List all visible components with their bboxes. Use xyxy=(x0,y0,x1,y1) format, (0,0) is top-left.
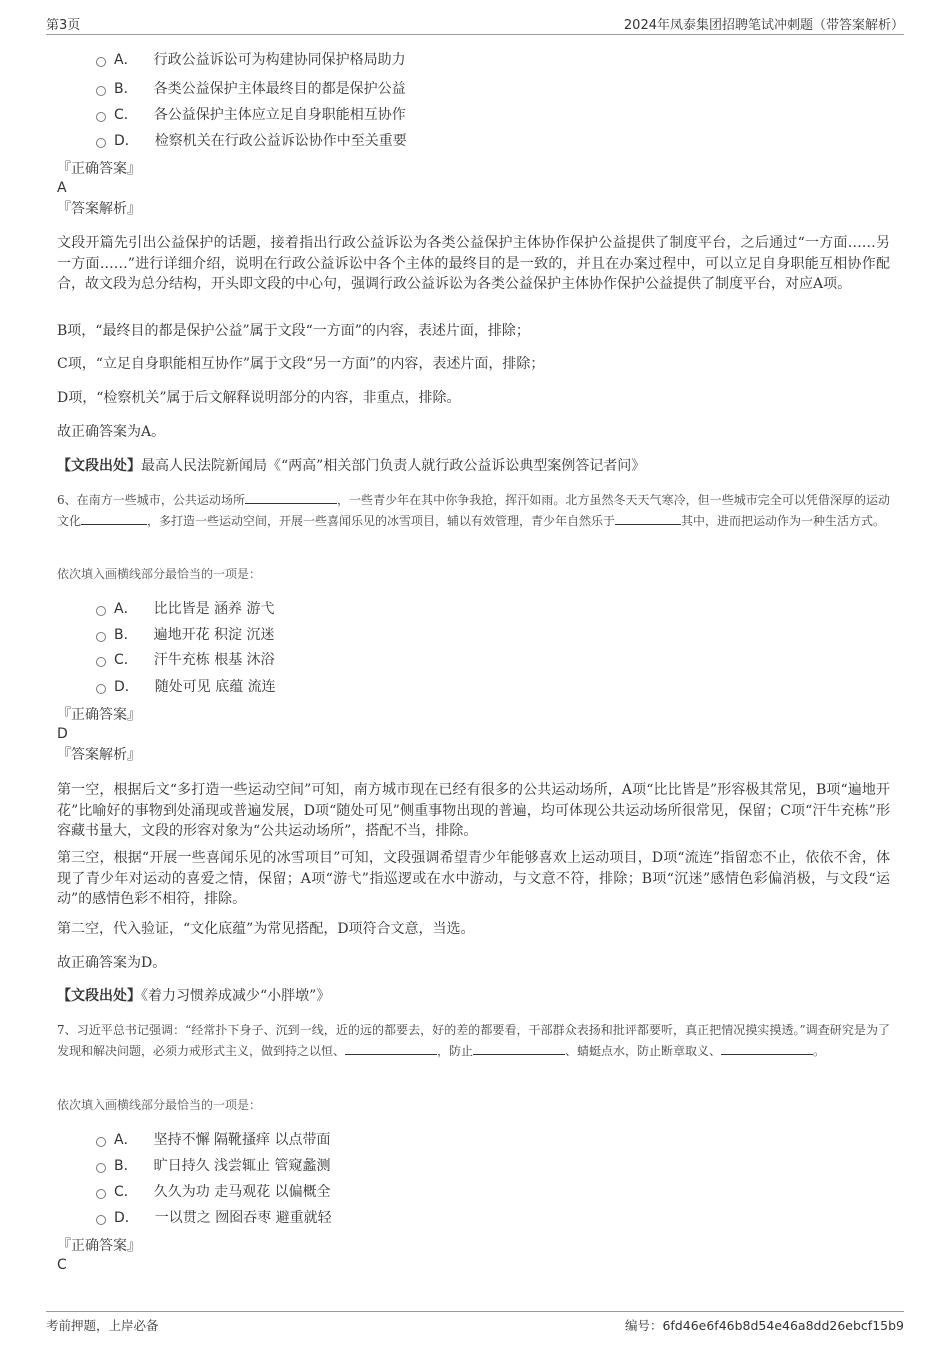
q7-option-a[interactable]: A． 坚持不懈 隔靴搔痒 以点带面 xyxy=(96,1129,330,1151)
fill-blank xyxy=(245,491,337,504)
fill-blank xyxy=(615,512,681,525)
q6-analysis-paragraph: 第一空，根据后文“多打造一些运动空间”可知，南方城市现在已经有很多的公共运动场所，A项“比比皆是”形容极其常见，B项“遍地开花”比喻好的事物到处涌现或普遍发展，D项“随处可见”侧重事物出现的普遍，均可体现公共运动场所很常见，保留；C项“汗牛充栋”形容藏书量大，文段的形容对象为“公共运动场所”，搭配不当，排除。 xyxy=(57,782,890,839)
radio-icon[interactable] xyxy=(96,86,106,96)
q6-source xyxy=(57,986,890,1007)
radio-icon[interactable] xyxy=(96,657,106,667)
q6-option-c[interactable]: C． 汗牛充栋 根基 沐浴 xyxy=(96,649,275,671)
q7-instruction: 依次填入画横线部分最恰当的一项是： xyxy=(57,1098,262,1112)
page-header xyxy=(46,12,904,35)
q5-analysis-paragraph: D项，“检察机关”属于后文解释说明部分的内容，非重点，排除。 xyxy=(57,390,461,406)
source-label: 【文段出处】 xyxy=(57,988,141,1004)
q6-answer-label: 『正确答案』 xyxy=(57,707,141,723)
q6-answer: D xyxy=(57,726,68,742)
footer-slogan: 考前押题，上岸必备 xyxy=(46,1318,159,1333)
q5-analysis-paragraph: 故正确答案为A。 xyxy=(57,424,166,440)
radio-icon[interactable] xyxy=(96,1215,106,1225)
radio-icon[interactable] xyxy=(96,1137,106,1147)
q7-answer: C xyxy=(57,1257,67,1273)
q6-analysis-paragraph: 第二空，代入验证，“文化底蕴”为常见搭配，D项符合文意，当选。 xyxy=(57,921,475,937)
source-label: 【文段出处】 xyxy=(57,458,141,474)
q5-analysis-label: 『答案解析』 xyxy=(57,201,141,217)
fill-blank xyxy=(473,1042,565,1055)
source-text: 《着力习惯养成减少“小胖墩”》 xyxy=(141,988,331,1004)
radio-icon[interactable] xyxy=(96,1163,106,1173)
q6-stem: 6、在南方一些城市，公共运动场所 ，一些青少年在其中你争我抢，挥汗如雨。北方虽然冬天天气寒冷，但一些城市完全可以凭借深厚的运动文化 ，多打造一些运动空间，开展一些喜闻乐见的冰雪项目，辅以有效管理，青少年自然乐于 其中，进而把运动作为一种生活方式。 xyxy=(57,493,890,528)
q5-source xyxy=(57,456,890,477)
q5-answer: A xyxy=(57,180,67,196)
fill-blank xyxy=(81,512,147,525)
radio-icon[interactable] xyxy=(96,138,106,148)
q5-analysis-paragraph: B项，“最终目的都是保护公益”属于文段“一方面”的内容，表述片面，排除； xyxy=(57,323,530,339)
page-number: 第3页 xyxy=(46,18,81,33)
q6-option-b[interactable]: B． 遍地开花 积淀 沉迷 xyxy=(96,624,275,646)
q7-answer-label: 『正确答案』 xyxy=(57,1238,141,1254)
q5-answer-label: 『正确答案』 xyxy=(57,161,141,177)
fill-blank xyxy=(721,1042,813,1055)
q5-analysis-paragraph: C项，“立足自身职能相互协作”属于文段“另一方面”的内容，表述片面，排除； xyxy=(57,356,545,372)
q6-option-a[interactable]: A． 比比皆是 涵养 游弋 xyxy=(96,598,274,620)
radio-icon[interactable] xyxy=(96,684,106,694)
q7-option-b[interactable]: B． 旷日持久 浅尝辄止 管窥蠡测 xyxy=(96,1155,331,1177)
document-id: 编号：6fd46e6f46b8d54e46a8dd26ebcf15b9 xyxy=(624,1318,904,1333)
radio-icon[interactable] xyxy=(96,57,106,67)
q6-instruction: 依次填入画横线部分最恰当的一项是： xyxy=(57,567,262,581)
q6-analysis-paragraph: 第三空，根据“开展一些喜闻乐见的冰雪项目”可知，文段强调希望青少年能够喜欢上运动项目，D项“流连”指留恋不止，依依不舍，体现了青少年对运动的喜爱之情，保留；A项“游弋”指巡逻或在水中游动，与文意不符，排除；B项“沉迷”感情色彩偏消极，与文段“运动”的感情色彩不相符，排除。 xyxy=(57,850,890,907)
radio-icon[interactable] xyxy=(96,606,106,616)
radio-icon[interactable] xyxy=(96,112,106,122)
q5-analysis-paragraph: 文段开篇先引出公益保护的话题，接着指出行政公益诉讼为各类公益保护主体协作保护公益提供了制度平台，之后通过“一方面……另一方面……”进行详细介绍，说明在行政公益诉讼中各个主体的最终目的是一致的，并且在办案过程中，可以立足自身职能互相协作配合，故文段为总分结构，开头即文段的中心句，强调行政公益诉讼为各类公益保护主体协作保护公益提供了制度平台，对应A项。 xyxy=(57,235,890,292)
q5-option-b[interactable]: B． 各类公益保护主体最终目的都是保护公益 xyxy=(96,78,406,100)
q5-option-a[interactable]: A． 行政公益诉讼可为构建协同保护格局助力 xyxy=(96,49,406,71)
page-footer xyxy=(46,1311,904,1338)
q5-option-d[interactable]: D． 检察机关在行政公益诉讼协作中至关重要 xyxy=(96,130,407,152)
q6-analysis-label: 『答案解析』 xyxy=(57,747,141,763)
fill-blank xyxy=(345,1042,437,1055)
document-title: 2024年凤泰集团招聘笔试冲刺题（带答案解析） xyxy=(623,18,904,33)
q7-option-c[interactable]: C． 久久为功 走马观花 以偏概全 xyxy=(96,1181,331,1203)
q7-option-d[interactable]: D． 一以贯之 囫囵吞枣 避重就轻 xyxy=(96,1207,332,1229)
q6-option-d[interactable]: D． 随处可见 底蕴 流连 xyxy=(96,676,276,698)
radio-icon[interactable] xyxy=(96,632,106,642)
source-text: 最高人民法院新闻局《“两高”相关部门负责人就行政公益诉讼典型案例答记者问》 xyxy=(141,458,646,474)
radio-icon[interactable] xyxy=(96,1189,106,1199)
q6-analysis-paragraph: 故正确答案为D。 xyxy=(57,955,167,971)
q7-stem: 7、习近平总书记强调：“经常扑下身子、沉到一线，近的远的都要去，好的差的都要看，干部群众表扬和批评都要听，真正把情况摸实摸透。”调查研究是为了发现和解决问题，必须力戒形式主义，做到持之以恒、 ，防止 、蜻蜓点水，防止断章取义、 。 xyxy=(57,1023,890,1058)
q5-option-c[interactable]: C． 各公益保护主体应立足自身职能相互协作 xyxy=(96,104,406,126)
